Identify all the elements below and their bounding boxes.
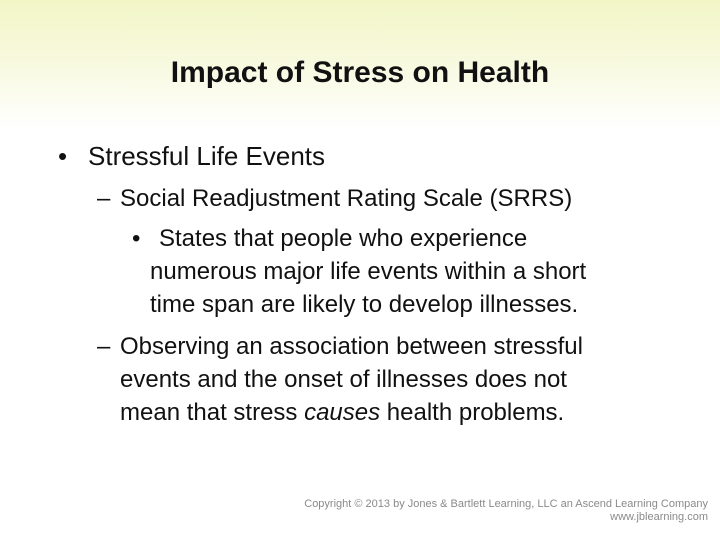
association-line-3 — [120, 398, 564, 428]
causes-emphasis: causes — [304, 399, 381, 426]
srrs-point-line-3: time span are likely to develop illnesses. — [150, 291, 579, 318]
copyright-footer — [304, 498, 708, 524]
association-line-1: Observing an association between stressful — [120, 333, 583, 360]
association-line-2: events and the onset of illnesses does not — [120, 366, 567, 393]
srrs-point-line-1: States that people who experience — [159, 225, 528, 252]
bullet-icon: • — [58, 141, 68, 171]
srrs-point-line-2: numerous major life events within a short — [150, 258, 587, 285]
association-line-3-end: health problems. — [380, 399, 565, 426]
copyright-text: Copyright © 2013 by Jones & Bartlett Learning, LLC an Ascend Learning Company — [304, 498, 708, 510]
association-line-3-start: mean that stress — [120, 399, 305, 426]
bullet-icon: • — [132, 225, 141, 252]
sub-bullet-srrs: Social Readjustment Rating Scale (SRRS) — [120, 185, 573, 212]
website-link: www.jblearning.com — [610, 511, 708, 523]
bullet-stressful-life-events: Stressful Life Events — [88, 141, 325, 171]
dash-icon: – — [97, 185, 111, 212]
dash-icon: – — [97, 333, 111, 360]
slide-title: Impact of Stress on Health — [170, 56, 550, 89]
